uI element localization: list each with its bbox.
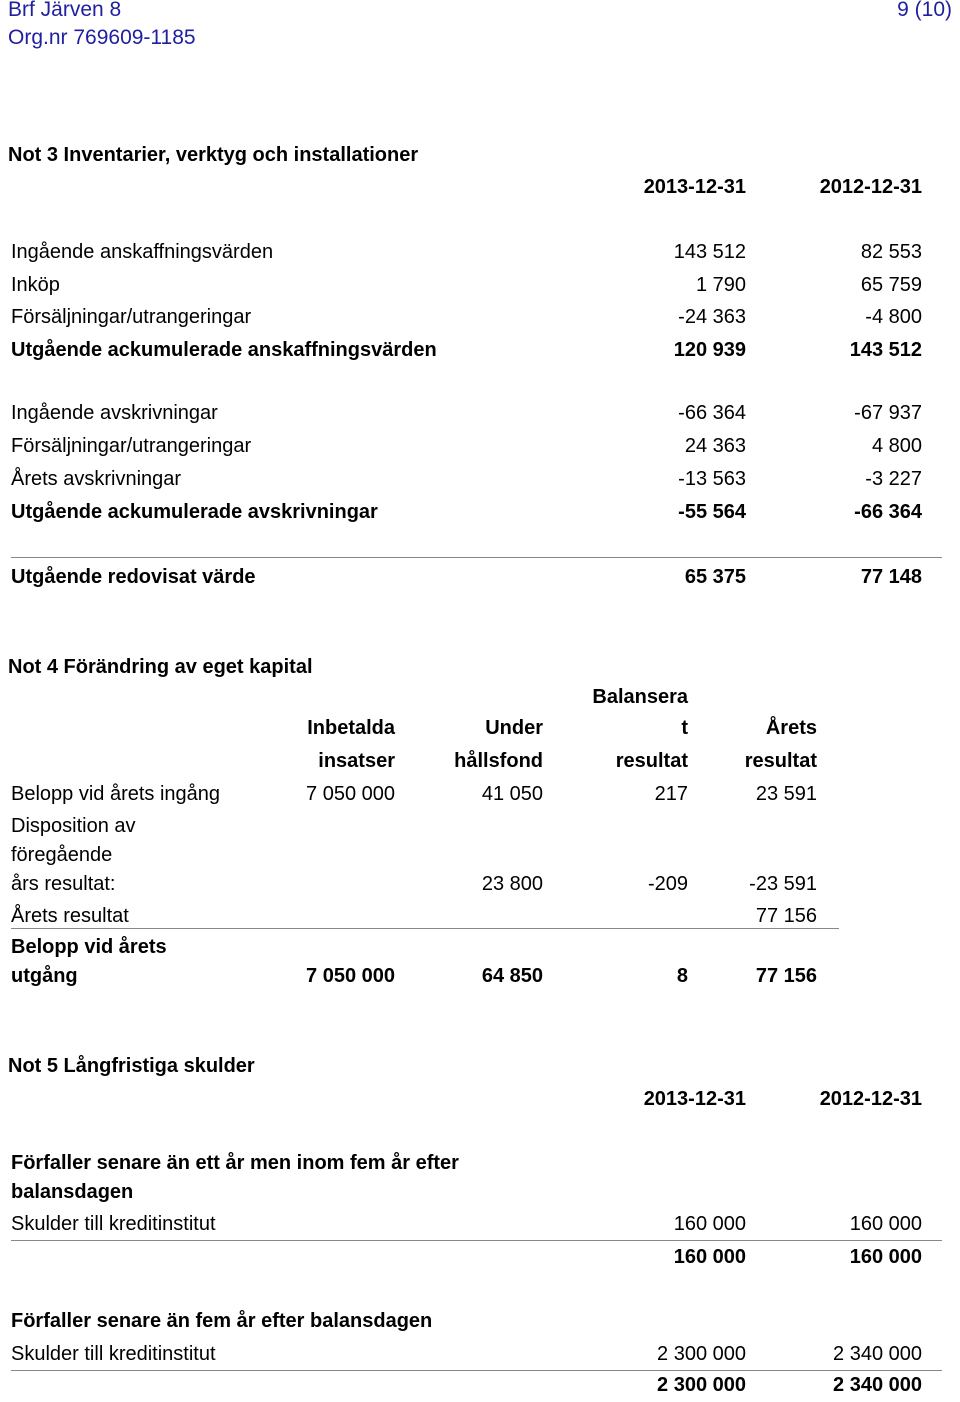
row-value-2012: 77 148 [860, 566, 922, 588]
row-value-2012: 2 340 000 [833, 1343, 922, 1365]
col-header-insatser: insatser [318, 750, 395, 772]
divider [11, 1240, 942, 1241]
note-3-col-2012: 2012-12-31 [819, 176, 922, 198]
row-value-2012: 4 800 [871, 435, 922, 457]
table-row [0, 402, 960, 430]
opening-balanserat: 217 [654, 783, 688, 805]
row-label-arets-resultat: Årets resultat [11, 905, 129, 927]
total-value-2012: 2 340 000 [833, 1374, 922, 1396]
note-3-col-2013: 2013-12-31 [643, 176, 746, 198]
table-row-total [0, 1374, 960, 1402]
page-header [0, 0, 960, 60]
organization-name: Brf Järven 8 [8, 0, 122, 21]
row-value-2012: 160 000 [849, 1213, 922, 1235]
col-header-under: Under [485, 717, 543, 739]
divider [11, 1370, 942, 1371]
table-row [0, 435, 960, 463]
table-row [0, 339, 960, 367]
total-value-2013: 2 300 000 [657, 1374, 746, 1396]
row-value-2013: 65 375 [684, 566, 746, 588]
row-value-2012: -66 364 [854, 501, 922, 523]
row-label: Utgående redovisat värde [11, 566, 256, 588]
col-header-balanserat-line0: Balansera [592, 686, 688, 708]
disposition-balanserat: -209 [647, 873, 688, 895]
row-label-disposition-2: föregående [11, 844, 113, 866]
table-row [0, 274, 960, 302]
closing-arets: 77 156 [755, 965, 817, 987]
total-value-2013: 160 000 [673, 1246, 746, 1268]
row-label-closing-1: Belopp vid årets [11, 936, 167, 958]
row-label: Årets avskrivningar [11, 468, 182, 490]
section-heading-2: Förfaller senare än fem år efter balansdagen [11, 1310, 433, 1332]
result-arets: 77 156 [755, 905, 817, 927]
row-value-2012: -3 227 [865, 468, 922, 490]
row-value-2012: 65 759 [860, 274, 922, 296]
page-number: 9 (10) [897, 0, 952, 21]
row-value-2012: 143 512 [849, 339, 922, 361]
col-header-balanserat-line2: resultat [615, 750, 688, 772]
note-5-col-2013: 2013-12-31 [643, 1088, 746, 1110]
row-label: Försäljningar/utrangeringar [11, 435, 252, 457]
row-label-closing-2: utgång [11, 965, 78, 987]
row-label: Inköp [11, 274, 60, 296]
row-value-2013: 1 790 [695, 274, 746, 296]
note-5-title: Not 5 Långfristiga skulder [8, 1055, 255, 1077]
row-value-2013: 160 000 [673, 1213, 746, 1235]
row-label: Utgående ackumulerade anskaffningsvärden [11, 339, 437, 361]
row-label: Försäljningar/utrangeringar [11, 306, 252, 328]
organization-number: Org.nr 769609-1185 [8, 26, 196, 49]
row-label: Skulder till kreditinstitut [11, 1343, 216, 1365]
col-header-balanserat-line1: t [681, 717, 688, 739]
col-header-hallsfond: hållsfond [454, 750, 543, 772]
row-value-2013: 143 512 [673, 241, 746, 263]
opening-arets: 23 591 [755, 783, 817, 805]
disposition-underhallsfond: 23 800 [481, 873, 543, 895]
section-heading-1-cont: balansdagen [11, 1181, 134, 1203]
col-header-inbetalda: Inbetalda [307, 717, 395, 739]
row-label: Ingående anskaffningsvärden [11, 241, 274, 263]
table-row [0, 468, 960, 496]
row-label-opening: Belopp vid årets ingång [11, 783, 221, 805]
table-row [0, 1213, 960, 1241]
row-label-disposition-3: års resultat: [11, 873, 116, 895]
note-5-col-2012: 2012-12-31 [819, 1088, 922, 1110]
row-value-2013: 120 939 [673, 339, 746, 361]
row-value-2013: 24 363 [684, 435, 746, 457]
table-row [0, 306, 960, 334]
closing-underhallsfond: 64 850 [481, 965, 543, 987]
section-heading-1: Förfaller senare än ett år men inom fem år efter [11, 1152, 459, 1174]
row-value-2012: -4 800 [865, 306, 922, 328]
table-row [0, 501, 960, 529]
opening-insatser: 7 050 000 [306, 783, 395, 805]
table-row [0, 241, 960, 269]
note-4-title: Not 4 Förändring av eget kapital [8, 656, 313, 678]
row-value-2013: -24 363 [678, 306, 746, 328]
col-header-arets: Årets [765, 717, 817, 739]
row-value-2012: -67 937 [854, 402, 922, 424]
row-value-2013: -66 364 [678, 402, 746, 424]
row-value-2013: -13 563 [678, 468, 746, 490]
row-value-2013: 2 300 000 [657, 1343, 746, 1365]
row-value-2013: -55 564 [678, 501, 746, 523]
divider [11, 557, 942, 558]
row-label: Skulder till kreditinstitut [11, 1213, 216, 1235]
row-value-2012: 82 553 [860, 241, 922, 263]
opening-underhallsfond: 41 050 [481, 783, 543, 805]
table-row [0, 566, 960, 594]
total-value-2012: 160 000 [849, 1246, 922, 1268]
col-header-arets-resultat: resultat [744, 750, 817, 772]
table-row-total [0, 1246, 960, 1274]
closing-balanserat: 8 [676, 965, 688, 987]
row-label: Utgående ackumulerade avskrivningar [11, 501, 378, 523]
divider [11, 928, 839, 929]
row-label: Ingående avskrivningar [11, 402, 218, 424]
disposition-arets: -23 591 [749, 873, 817, 895]
closing-insatser: 7 050 000 [306, 965, 395, 987]
note-3-title: Not 3 Inventarier, verktyg och installationer [8, 144, 419, 166]
row-label-disposition-1: Disposition av [11, 815, 136, 837]
table-row [0, 1343, 960, 1371]
